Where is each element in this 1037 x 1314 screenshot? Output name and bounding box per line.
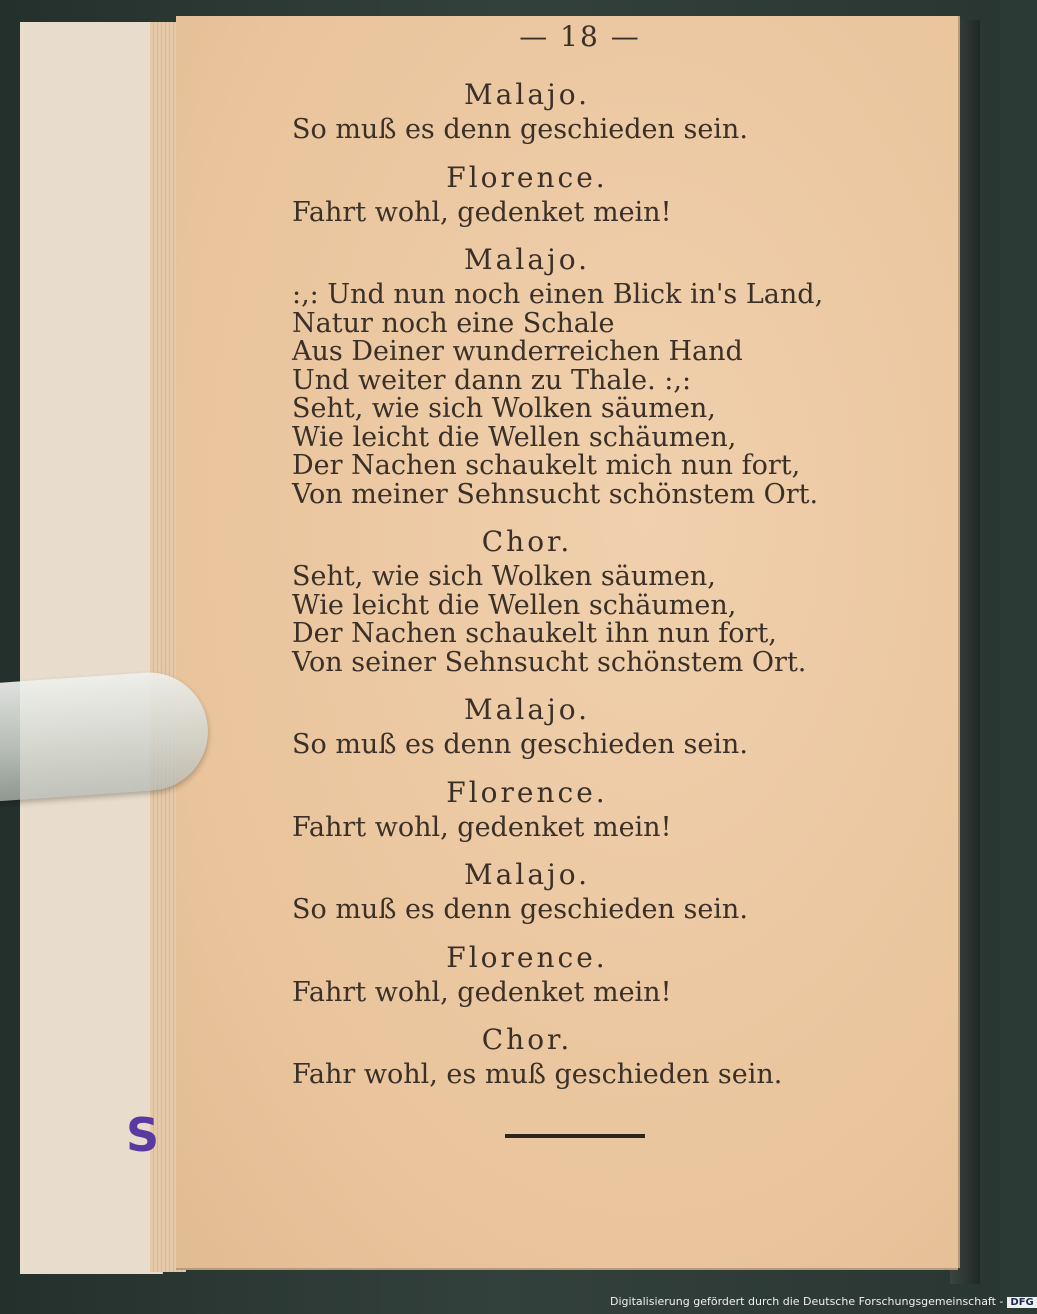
section-gap — [292, 145, 812, 159]
verse-line: Fahr wohl, es muß geschieden sein. — [292, 1059, 783, 1090]
verse-line: Fahrt wohl, gedenket mein! — [292, 976, 672, 1008]
section-gap — [292, 509, 812, 523]
verse-line: Der Nachen schaukelt mich nun fort, — [292, 450, 801, 481]
speaker-name: Chor. — [481, 525, 573, 558]
speaker-name: Florence. — [446, 940, 608, 974]
page-number: — 18 — — [519, 20, 641, 53]
speaker-name: Malajo. — [464, 243, 590, 276]
play-text — [292, 76, 824, 1090]
verse-line: Fahrt wohl, gedenket mein! — [292, 811, 672, 843]
speaker-name: Malajo. — [464, 693, 590, 726]
verse-line: :,: Und nun noch einen Blick in's Land, — [292, 279, 824, 310]
verse-line: So muß es denn geschieden sein. — [292, 114, 748, 145]
speaker-name: Malajo. — [464, 78, 590, 111]
section-gap — [292, 227, 812, 241]
section-gap — [292, 925, 812, 939]
verse-line: Fahrt wohl, gedenket mein! — [292, 196, 672, 228]
speaker-name: Florence. — [446, 775, 608, 809]
plastic-bookmark — [0, 669, 212, 802]
footer-credit — [610, 1295, 1034, 1311]
verse-line: Wie leicht die Wellen schäumen, — [292, 421, 737, 453]
verse-line: Aus Deiner wunderreichen Hand — [292, 336, 743, 367]
verse-line: Seht, wie sich Wolken säumen, — [292, 393, 716, 424]
speaker-name: Chor. — [481, 1023, 573, 1056]
verse-line: Wie leicht die Wellen schäumen, — [292, 589, 737, 621]
section-gap — [292, 760, 812, 774]
verse-line: Seht, wie sich Wolken säumen, — [292, 561, 716, 592]
section-gap — [292, 677, 812, 691]
verse-line: So muß es denn geschieden sein. — [292, 729, 748, 760]
verse-line: Und weiter dann zu Thale. :,: — [292, 364, 692, 396]
speaker-name: Malajo. — [464, 858, 590, 891]
speaker-name: Florence. — [446, 160, 608, 194]
section-gap — [292, 842, 812, 856]
dfg-logo: DFG — [1007, 1297, 1036, 1308]
end-rule — [505, 1134, 645, 1138]
verse-line: So muß es denn geschieden sein. — [292, 894, 748, 925]
book-cover-left — [20, 22, 163, 1274]
verse-line: Der Nachen schaukelt ihn nun fort, — [292, 618, 777, 649]
footer-text: Digitalisierung gefördert durch die Deutsche Forschungsgemeinschaft - — [610, 1295, 1004, 1308]
section-gap — [292, 1007, 812, 1021]
verse-line: Von meiner Sehnsucht schönstem Ort. — [292, 478, 819, 510]
verse-line: Von seiner Sehnsucht schönstem Ort. — [292, 646, 807, 678]
verse-line: Natur noch eine Schale — [292, 307, 615, 339]
library-stamp: S — [126, 1108, 160, 1162]
